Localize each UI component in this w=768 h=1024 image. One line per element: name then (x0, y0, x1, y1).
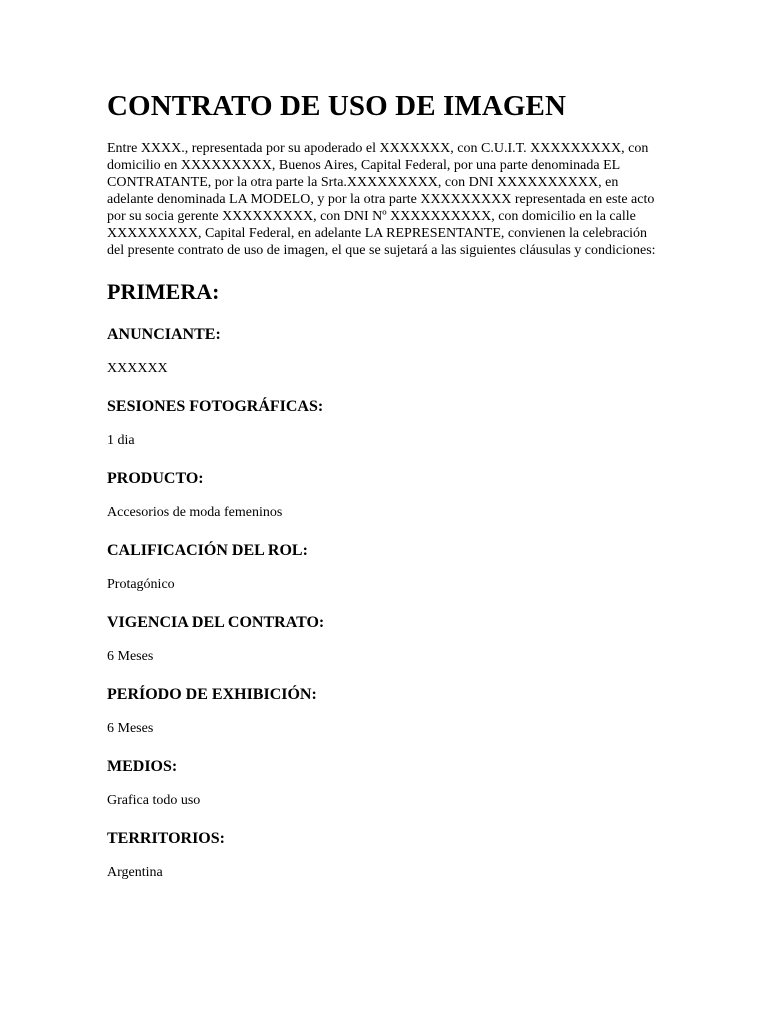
clause-value: 1 dia (107, 433, 135, 448)
clause-value: Argentina (107, 865, 163, 880)
clause-vigencia-del-contrato (107, 613, 668, 665)
clause-label: VIGENCIA DEL CONTRATO: (107, 614, 325, 631)
clause-label: TERRITORIOS: (107, 830, 225, 847)
clause-label: CALIFICACIÓN DEL ROL: (107, 542, 308, 559)
clause-sesiones-fotograficas (107, 397, 668, 449)
section-heading-primera: PRIMERA: (107, 279, 220, 304)
clause-anunciante (107, 325, 668, 377)
clause-value: Protagónico (107, 577, 175, 592)
clause-producto (107, 469, 668, 521)
clause-label: PERÍODO DE EXHIBICIÓN: (107, 686, 317, 703)
clause-medios (107, 757, 668, 809)
clause-value: Grafica todo uso (107, 793, 201, 808)
clause-label: MEDIOS: (107, 758, 178, 775)
page-title: CONTRATO DE USO DE IMAGEN (107, 90, 567, 122)
clause-periodo-de-exhibicion (107, 685, 668, 737)
clause-value: XXXXXX (107, 361, 168, 376)
clause-value: 6 Meses (107, 721, 154, 736)
clause-list (107, 325, 668, 881)
clause-label: SESIONES FOTOGRÁFICAS: (107, 398, 324, 415)
clause-label: ANUNCIANTE: (107, 326, 221, 343)
clause-value: 6 Meses (107, 649, 154, 664)
clause-label: PRODUCTO: (107, 470, 204, 487)
clause-calificacion-del-rol (107, 541, 668, 593)
clause-territorios (107, 829, 668, 881)
intro-paragraph: Entre XXXX., representada por su apoderado el XXXXXXX, con C.U.I.T. XXXXXXXXX, con domicilio en XXXXXXXXX, Buenos Aires, Capital Federal, por una parte denominada EL CONTRATANTE, por la otra parte la Srta.XXXXXXXXX, con DNI XXXXXXXXXX, en adelante denominada LA MODELO, y por la otra parte XXXXXXXXX representada en este acto por su socia gerente XXXXXXXXX, con DNI Nº XXXXXXXXXX, con domicilio en la calle XXXXXXXXX, Capital Federal, en adelante LA REPRESENTANTE, convienen la celebración del presente contrato de uso de imagen, el que se sujetará a las siguientes cláusulas y condiciones: (107, 141, 656, 258)
clause-value: Accesorios de moda femeninos (107, 505, 283, 520)
